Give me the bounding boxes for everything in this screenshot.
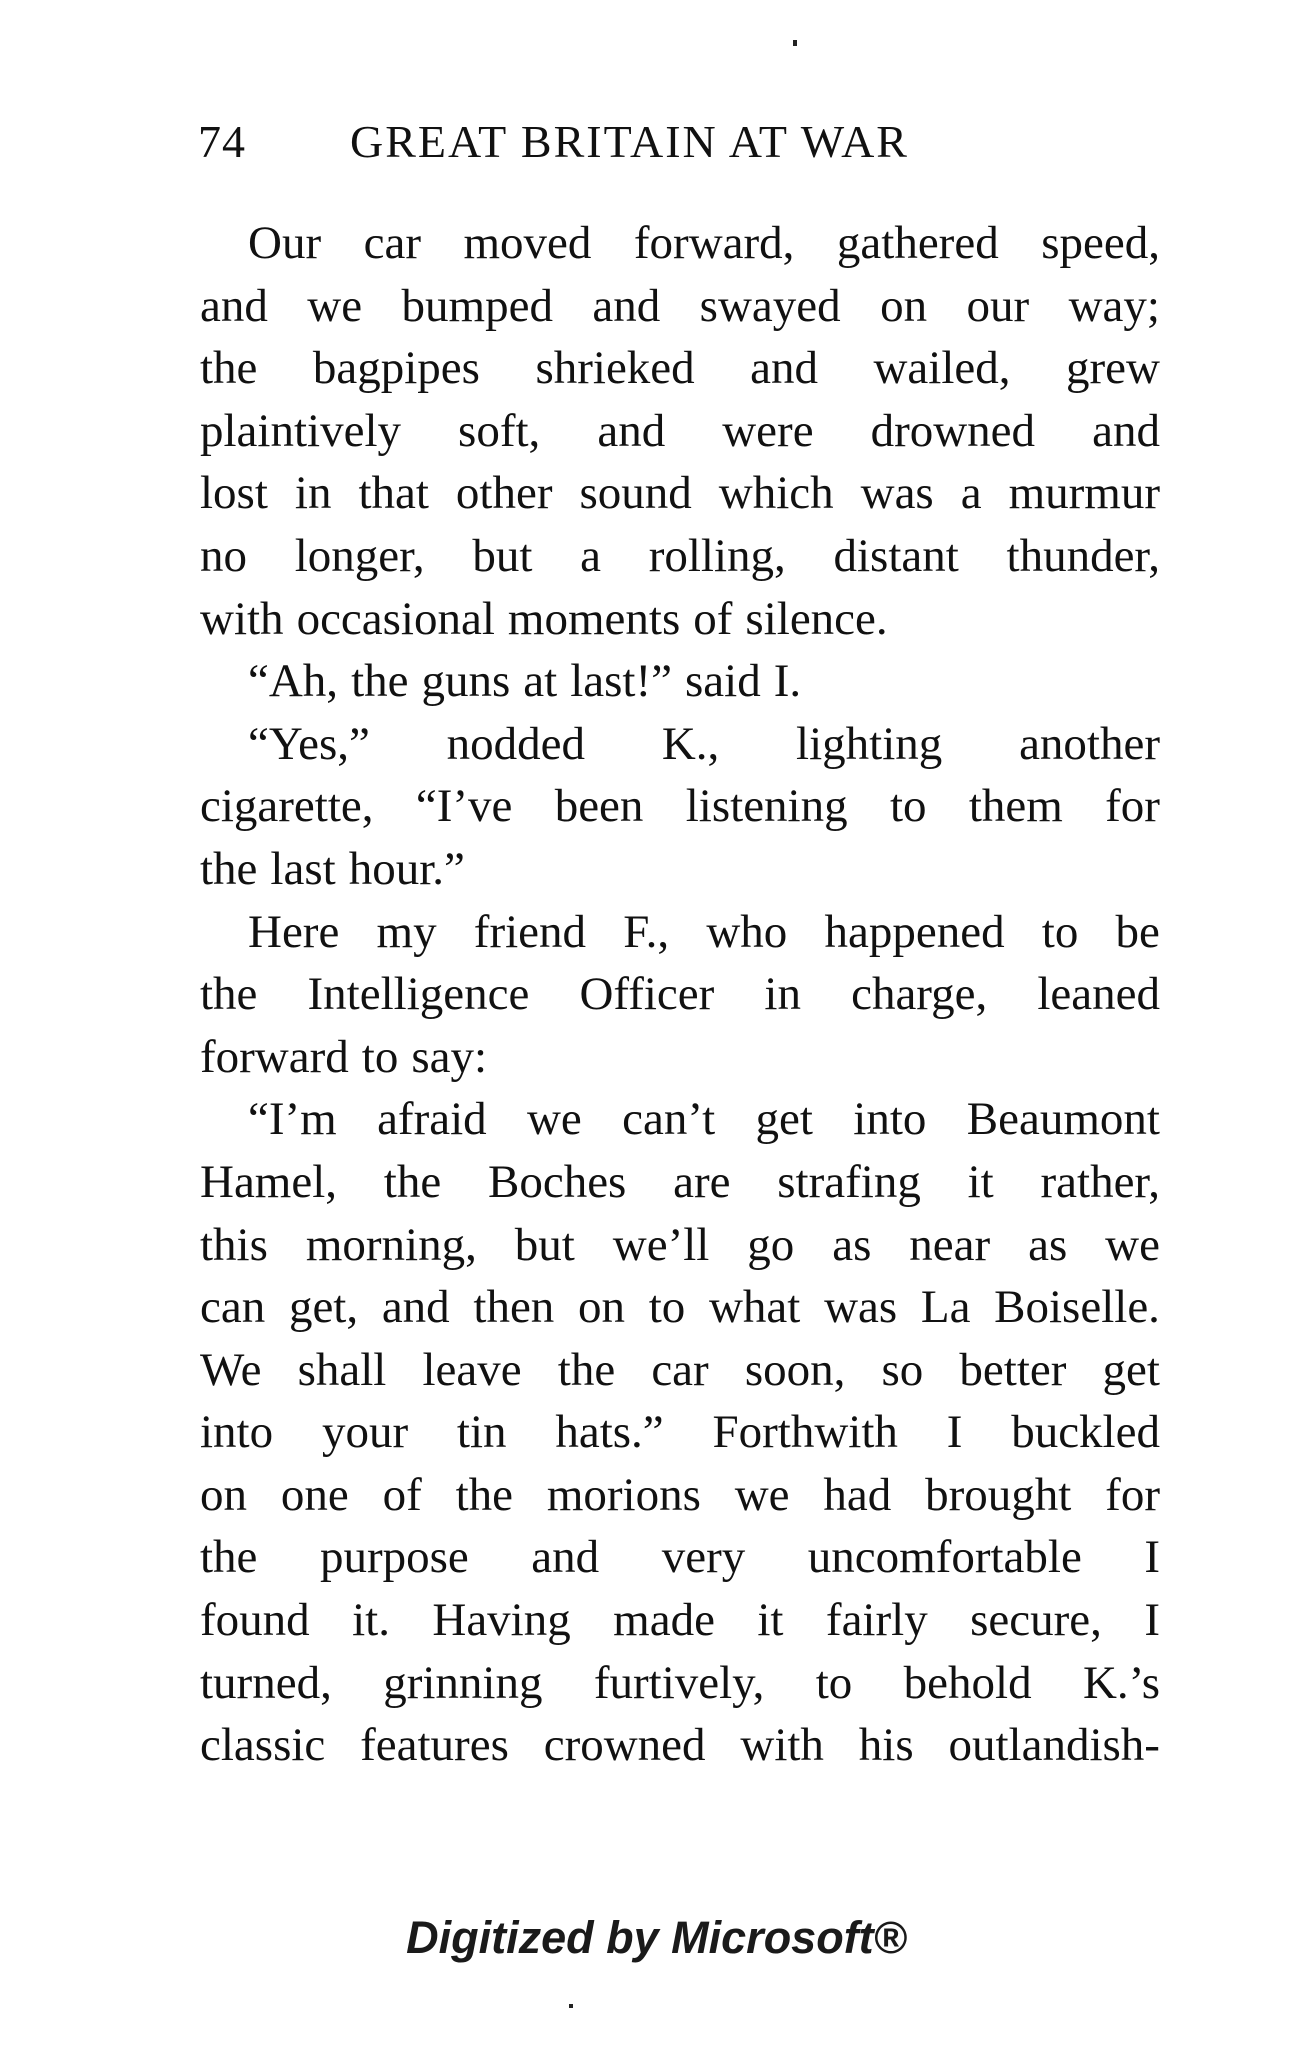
- scan-speck: [569, 2004, 573, 2008]
- text-line: Here my friend F., who happened to be: [248, 905, 1160, 958]
- text-line: “Yes,” nodded K., lighting another: [248, 717, 1160, 770]
- text-line: the last hour.”: [200, 842, 465, 895]
- text-line: plaintively soft, and were drowned and: [200, 404, 1160, 457]
- text-line: found it. Having made it fairly secure, I: [200, 1594, 1160, 1647]
- text-line: the purpose and very uncomfortable I: [200, 1531, 1160, 1584]
- text-line: lost in that other sound which was a murmur: [200, 467, 1160, 520]
- text-line: on one of the morions we had brought for: [200, 1468, 1160, 1521]
- text-line: “I’m afraid we can’t get into Beaumont: [248, 1093, 1160, 1146]
- text-line: forward to say:: [200, 1030, 488, 1083]
- running-title: GREAT BRITAIN AT WAR: [350, 116, 909, 167]
- text-line: classic features crowned with his outlandish-: [200, 1719, 1160, 1772]
- body-text: [200, 212, 1160, 1777]
- text-line: cigarette, “I’ve been listening to them for: [200, 780, 1160, 833]
- text-line: the Intelligence Officer in charge, leaned: [200, 968, 1160, 1021]
- text-line: We shall leave the car soon, so better get: [200, 1343, 1160, 1396]
- text-line: “Ah, the guns at last!” said I.: [248, 655, 802, 708]
- text-line: the bagpipes shrieked and wailed, grew: [200, 342, 1160, 395]
- scan-speck: [793, 40, 797, 46]
- digitization-watermark: Digitized by Microsoft®: [406, 1912, 907, 1963]
- text-line: this morning, but we’ll go as near as we: [200, 1218, 1160, 1271]
- text-line: no longer, but a rolling, distant thunder,: [200, 529, 1160, 582]
- text-line: can get, and then on to what was La Boiselle.: [200, 1281, 1160, 1334]
- text-line: turned, grinning furtively, to behold K.’s: [200, 1656, 1160, 1709]
- text-line: and we bumped and swayed on our way;: [200, 279, 1160, 332]
- page-number: 74: [198, 116, 246, 167]
- text-line: with occasional moments of silence.: [200, 592, 888, 645]
- page-header: [198, 112, 1198, 172]
- text-line: into your tin hats.” Forthwith I buckled: [200, 1406, 1160, 1459]
- text-line: Hamel, the Boches are strafing it rather,: [200, 1155, 1160, 1208]
- text-line: Our car moved forward, gathered speed,: [248, 217, 1160, 269]
